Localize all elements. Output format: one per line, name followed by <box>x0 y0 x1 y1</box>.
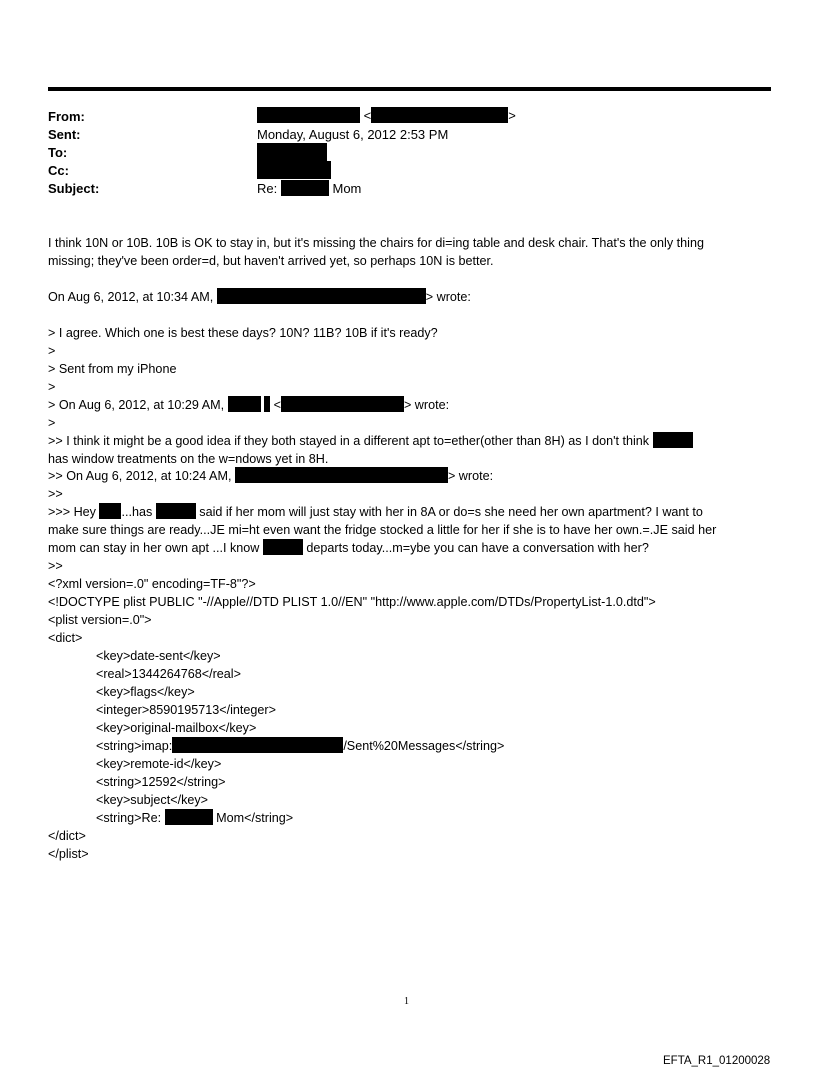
redaction-box <box>263 539 303 555</box>
xml-line: <plist version=.0"> <box>48 613 152 627</box>
page-number: 1 <box>404 996 409 1007</box>
redaction-box <box>371 107 508 123</box>
redaction-box <box>217 288 426 304</box>
body-line: > <box>48 416 56 430</box>
cc-value <box>257 161 331 181</box>
from-label: From: <box>48 109 85 124</box>
body-line: has window treatments on the w=ndows yet in 8H. <box>48 452 329 466</box>
body-line: > <box>48 344 56 358</box>
sent-value: Monday, August 6, 2012 2:53 PM <box>257 127 449 142</box>
redaction-box <box>228 396 261 412</box>
body-line: missing; they've been order=d, but haven't arrived yet, so perhaps 10N is better. <box>48 254 494 268</box>
quote-header: > On Aug 6, 2012, at 10:29 AM, < > wrote: <box>48 398 450 412</box>
subject-label: Subject: <box>48 181 100 196</box>
redaction-box <box>235 467 448 483</box>
xml-line: <key>remote-id</key> <box>96 757 222 771</box>
xml-line: </dict> <box>48 829 86 843</box>
document-id: EFTA_R1_01200028 <box>663 1055 771 1067</box>
quote-header: >> On Aug 6, 2012, at 10:24 AM, > wrote: <box>48 469 494 483</box>
body-line: > I agree. Which one is best these days? 10N? 11B? 10B if it's ready? <box>48 326 438 340</box>
body-line: mom can stay in her own apt ...I know departs today...m=ybe you can have a conversation with her? <box>48 541 649 555</box>
redaction-box <box>257 107 360 123</box>
body-line: > Sent from my iPhone <box>48 362 177 376</box>
xml-line: <key>original-mailbox</key> <box>96 721 257 735</box>
quote-header: On Aug 6, 2012, at 10:34 AM, > wrote: <box>48 290 471 304</box>
body-line: >> <box>48 487 63 501</box>
to-value <box>257 143 327 163</box>
xml-line: <key>flags</key> <box>96 685 195 699</box>
xml-line: <string>12592</string> <box>96 775 226 789</box>
xml-line: <string>Re: Mom</string> <box>96 811 294 825</box>
redaction-box <box>653 432 693 448</box>
xml-line: <integer>8590195713</integer> <box>96 703 276 717</box>
redaction-box <box>99 503 121 519</box>
redaction-box <box>257 161 331 179</box>
body-line: I think 10N or 10B. 10B is OK to stay in, but it's missing the chairs for di=ing table and desk chair. That's the only thing <box>48 236 704 250</box>
xml-line: <?xml version=.0" encoding=TF-8"?> <box>48 577 256 591</box>
redaction-box <box>257 143 327 161</box>
redaction-box <box>281 180 329 196</box>
header-rule <box>48 87 771 91</box>
xml-line: </plist> <box>48 847 89 861</box>
body-line: >> <box>48 559 63 573</box>
body-line: >> I think it might be a good idea if they both stayed in a different apt to=ether(other than 8H) as I don't think <box>48 432 693 450</box>
xml-line: <!DOCTYPE plist PUBLIC "-//Apple//DTD PLIST 1.0//EN" "http://www.apple.com/DTDs/PropertyList-1.0.dtd"> <box>48 595 656 609</box>
xml-line: <dict> <box>48 631 83 645</box>
xml-line: <key>subject</key> <box>96 793 209 807</box>
redaction-box <box>165 809 213 825</box>
to-label: To: <box>48 145 68 160</box>
from-value: < > <box>257 107 516 125</box>
body-line: >>> Hey ...has said if her mom will just stay with her in 8A or do=s she need her own apartment? I want to <box>48 505 703 519</box>
subject-value: Re: Mom <box>257 181 362 196</box>
redaction-box <box>281 396 404 412</box>
redaction-box <box>264 396 270 412</box>
cc-label: Cc: <box>48 163 69 178</box>
body-line: > <box>48 380 56 394</box>
sent-label: Sent: <box>48 127 81 142</box>
xml-line: <real>1344264768</real> <box>96 667 241 681</box>
redaction-box <box>172 737 343 753</box>
redaction-box <box>156 503 196 519</box>
xml-line: <string>imap: /Sent%20Messages</string> <box>96 739 505 753</box>
body-line: make sure things are ready...JE mi=ht even want the fridge stocked a little for her if she is to have her own.=.JE said her <box>48 523 717 537</box>
xml-line: <key>date-sent</key> <box>96 649 221 663</box>
